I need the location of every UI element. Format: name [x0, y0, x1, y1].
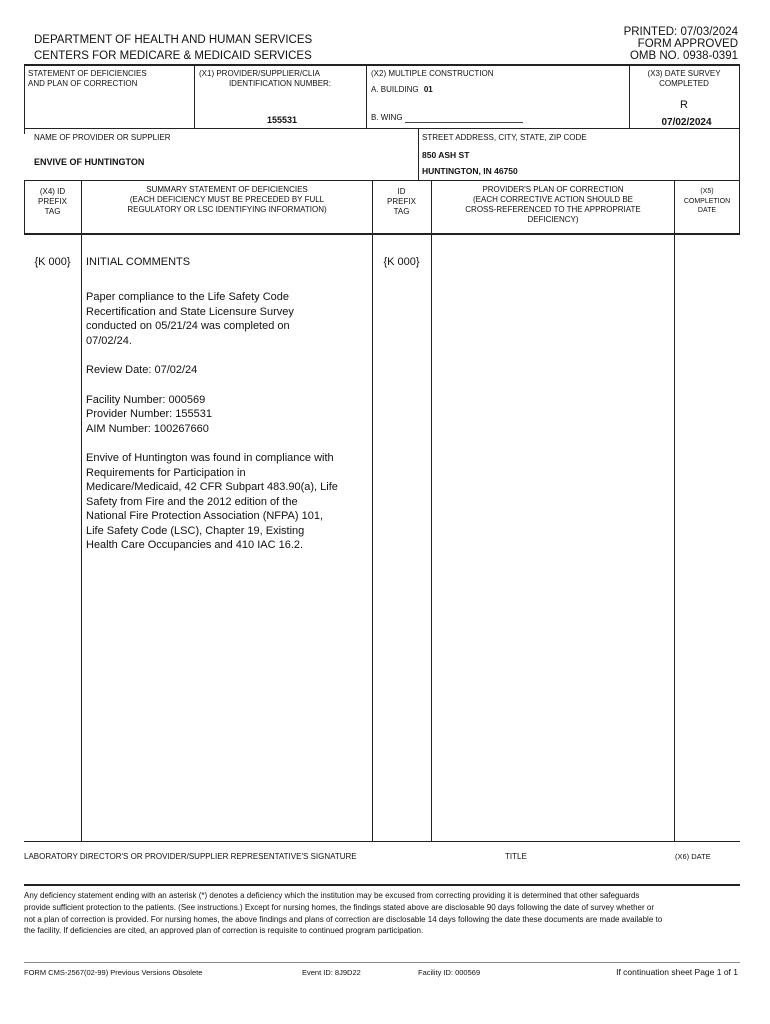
- x1-label: (X1) PROVIDER/SUPPLIER/CLIA IDENTIFICATION NUMBER:: [199, 69, 332, 88]
- omb-number: OMB NO. 0938-0391: [629, 50, 738, 62]
- id-header: ID PREFIX TAG: [387, 187, 416, 216]
- x5-header: (X5) COMPLETION DATE: [683, 188, 731, 214]
- tag-prefix-right: {K 000}: [383, 256, 420, 268]
- printed-date: PRINTED: 07/03/2024: [623, 26, 738, 38]
- title-label: TITLE: [505, 852, 527, 861]
- event-id: Event ID: 8J9D22: [302, 968, 361, 977]
- x2-label: (X2) MULTIPLE CONSTRUCTION: [371, 69, 494, 78]
- department-name: DEPARTMENT OF HEALTH AND HUMAN SERVICES: [34, 34, 313, 46]
- entry-heading: INITIAL COMMENTS: [86, 256, 191, 268]
- building-field: A. BUILDING 01: [371, 85, 433, 94]
- tag-prefix-left: {K 000}: [34, 256, 71, 268]
- survey-flag: R: [680, 99, 688, 111]
- address-label: STREET ADDRESS, CITY, STATE, ZIP CODE: [422, 133, 587, 142]
- x3-label: (X3) DATE SURVEY COMPLETED: [647, 69, 721, 88]
- signature-label: LABORATORY DIRECTOR'S OR PROVIDER/SUPPLIER REPRESENTATIVE'S SIGNATURE: [24, 852, 357, 861]
- footnote: Any deficiency statement ending with an asterisk (*) denotes a deficiency which the institution may be excused from correcting providing it is determined that other safeguards provide sufficient protection to the patients. (See instructions.) Except for nursing homes, the findings stated above are disclosable 90 days following the date of survey whether or not a plan of correction is provided. For nursing homes, the above findings and plans of correction are disclosable 14 days following the date these documents are made available to the facility. If deficiencies are cited, an approved plan of correction is requisite to continued program participation.: [24, 891, 663, 936]
- street-address: 850 ASH ST: [422, 150, 470, 160]
- city-state-zip: HUNTINGTON, IN 46750: [422, 166, 518, 176]
- entry-body: [86, 290, 338, 568]
- paragraph: Envive of Huntington was found in compliance with Requirements for Participation in Medicare/Medicaid, 42 CFR Subpart 483.90(a), Life Safety from Fire and the 2012 edition of the National Fire Protection Association (NFPA) 101, Life Safety Code (LSC), Chapter 19, Existing Health Care Occupancies and 410 IAC 16.2.: [86, 452, 338, 551]
- provider-name: ENVIVE OF HUNTINGTON: [34, 157, 145, 167]
- provider-id-number: 155531: [266, 115, 298, 125]
- form-id: FORM CMS-2567(02-99) Previous Versions Obsolete: [24, 968, 203, 977]
- statement-label: STATEMENT OF DEFICIENCIES AND PLAN OF CORRECTION: [28, 69, 147, 88]
- agency-name: CENTERS FOR MEDICARE & MEDICAID SERVICES: [34, 50, 312, 62]
- wing-field: B. WING: [371, 113, 403, 122]
- provider-name-label: NAME OF PROVIDER OR SUPPLIER: [34, 133, 171, 142]
- summary-header: SUMMARY STATEMENT OF DEFICIENCIES (EACH DEFICIENCY MUST BE PRECEDED BY FULL REGULATORY OR LSC IDENTIFYING INFORMATION): [127, 185, 327, 214]
- continuation-page: If continuation sheet Page 1 of 1: [616, 967, 738, 977]
- review-date: Review Date: 07/02/24: [86, 364, 198, 376]
- x4-header: (X4) ID PREFIX TAG: [38, 187, 67, 216]
- identifiers: Facility Number: 000569 Provider Number: 155531 AIM Number: 100267660: [86, 393, 212, 435]
- form-approved: FORM APPROVED: [637, 38, 738, 50]
- paragraph: Paper compliance to the Life Safety Code Recertification and State Licensure Survey conducted on 05/21/24 was completed on 07/02/24.: [86, 291, 294, 347]
- facility-id: Facility ID: 000569: [418, 968, 481, 977]
- survey-completed-date: 07/02/2024: [661, 117, 712, 128]
- plan-header: PROVIDER'S PLAN OF CORRECTION (EACH CORRECTIVE ACTION SHOULD BE CROSS-REFERENCED TO THE APPROPRIATE DEFICIENCY): [465, 185, 641, 224]
- date-label: (X6) DATE: [675, 852, 711, 861]
